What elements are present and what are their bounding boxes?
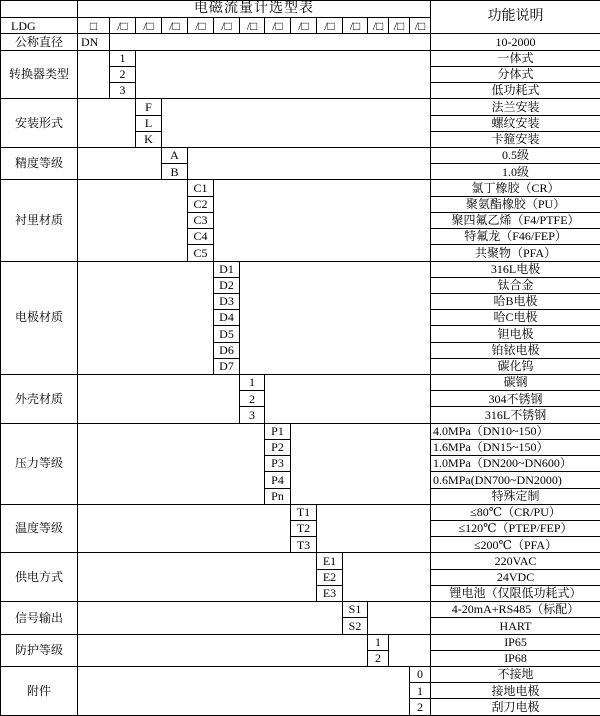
function-desc-cell: 一体式 bbox=[431, 50, 600, 66]
empty-cell bbox=[78, 423, 265, 504]
function-desc-cell: 316L不锈钢 bbox=[431, 407, 600, 423]
model-slot-5: /□ bbox=[214, 18, 240, 34]
code-cell: P4 bbox=[265, 472, 291, 488]
code-cell: D3 bbox=[214, 293, 240, 309]
section-label-accessories: 附件 bbox=[1, 666, 78, 715]
code-cell: T1 bbox=[291, 504, 317, 520]
function-desc-cell: 共聚物（PFA） bbox=[431, 245, 600, 261]
function-desc-cell: 特殊定制 bbox=[431, 488, 600, 504]
empty-cell bbox=[78, 261, 214, 375]
function-desc-cell: 聚氨酯橡胶（PU） bbox=[431, 196, 600, 212]
model-slot-11: /□ bbox=[368, 18, 389, 34]
code-cell: E3 bbox=[317, 585, 343, 601]
code-cell: D5 bbox=[214, 326, 240, 342]
section-label-protection-grade: 防护等级 bbox=[1, 634, 78, 666]
corner-cell bbox=[1, 1, 78, 18]
model-slot-1: /□ bbox=[110, 18, 136, 34]
empty-cell bbox=[265, 375, 431, 424]
code-cell: 2 bbox=[368, 650, 389, 666]
function-desc-cell: 低功耗式 bbox=[431, 83, 600, 99]
function-desc-cell: 螺纹安装 bbox=[431, 115, 600, 131]
section-label-installation-type: 安装形式 bbox=[1, 99, 78, 148]
code-cell: DN bbox=[78, 34, 110, 50]
function-desc-cell: 特氟龙（F46/FEP） bbox=[431, 229, 600, 245]
empty-cell bbox=[214, 180, 431, 261]
function-desc-cell: 1.0级 bbox=[431, 164, 600, 180]
function-desc-cell: 卡箍安装 bbox=[431, 131, 600, 147]
empty-cell bbox=[78, 180, 188, 261]
section-label-signal-output: 信号输出 bbox=[1, 602, 78, 634]
empty-cell bbox=[368, 602, 431, 634]
function-desc-cell: 分体式 bbox=[431, 66, 600, 82]
function-desc-cell: 220VAC bbox=[431, 553, 600, 569]
code-cell: 2 bbox=[240, 391, 265, 407]
code-cell: 3 bbox=[240, 407, 265, 423]
section-label-electrode-material: 电极材质 bbox=[1, 261, 78, 375]
function-desc-cell: 10-2000 bbox=[431, 34, 600, 50]
function-desc-cell: 24VDC bbox=[431, 569, 600, 585]
code-cell: Pn bbox=[265, 488, 291, 504]
function-desc-cell: 1.0MPa（DN200~DN600） bbox=[431, 456, 600, 472]
function-desc-cell: ≤200℃（PFA） bbox=[431, 537, 600, 553]
empty-cell bbox=[78, 666, 410, 715]
function-desc-cell: 0.6MPa(DN700~DN2000) bbox=[431, 472, 600, 488]
model-slot-12: /□ bbox=[389, 18, 410, 34]
model-slot-7: /□ bbox=[265, 18, 291, 34]
section-label-housing-material: 外壳材质 bbox=[1, 375, 78, 424]
function-desc-cell: 钛合金 bbox=[431, 277, 600, 293]
code-cell: 2 bbox=[410, 699, 431, 716]
section-label-power-supply: 供电方式 bbox=[1, 553, 78, 602]
model-slot-9: /□ bbox=[317, 18, 343, 34]
code-cell: E2 bbox=[317, 569, 343, 585]
model-slot-4: /□ bbox=[188, 18, 214, 34]
empty-cell bbox=[110, 34, 431, 50]
empty-cell bbox=[317, 504, 431, 553]
empty-cell bbox=[78, 99, 136, 148]
code-cell: 1 bbox=[368, 634, 389, 650]
code-cell: 1 bbox=[240, 375, 265, 391]
code-cell: T2 bbox=[291, 521, 317, 537]
code-cell: B bbox=[162, 164, 188, 180]
code-cell: C3 bbox=[188, 212, 214, 228]
code-cell: E1 bbox=[317, 553, 343, 569]
empty-cell bbox=[240, 261, 431, 375]
empty-cell bbox=[343, 553, 431, 602]
section-label-accuracy-grade: 精度等级 bbox=[1, 147, 78, 179]
code-cell: P2 bbox=[265, 439, 291, 455]
function-desc-cell: 法兰安装 bbox=[431, 99, 600, 115]
function-desc-cell: 0.5级 bbox=[431, 147, 600, 163]
code-cell: D2 bbox=[214, 277, 240, 293]
code-cell: D1 bbox=[214, 261, 240, 277]
code-cell: D7 bbox=[214, 358, 240, 374]
code-cell: D4 bbox=[214, 310, 240, 326]
section-label-temperature-grade: 温度等级 bbox=[1, 504, 78, 553]
section-label-lining-material: 衬里材质 bbox=[1, 180, 78, 261]
code-cell: 0 bbox=[410, 666, 431, 682]
function-desc-cell: 锂电池（仅限低功耗式） bbox=[431, 585, 600, 601]
model-slot-10: /□ bbox=[343, 18, 368, 34]
function-desc-cell: 碳化钨 bbox=[431, 358, 600, 374]
model-prefix: LDG bbox=[1, 18, 78, 34]
model-slot-13: /□ bbox=[410, 18, 431, 34]
empty-cell bbox=[78, 504, 291, 553]
empty-cell bbox=[389, 634, 431, 666]
empty-cell bbox=[188, 147, 431, 179]
section-label-converter-type: 转换器类型 bbox=[1, 50, 78, 99]
empty-cell bbox=[78, 553, 317, 602]
function-desc-cell: 4.0MPa（DN10~150） bbox=[431, 423, 600, 439]
function-desc-cell: 接地电极 bbox=[431, 683, 600, 699]
code-cell: P3 bbox=[265, 456, 291, 472]
function-desc-cell: 聚四氟乙烯（F4/PTFE） bbox=[431, 212, 600, 228]
function-column-header: 功能说明 bbox=[431, 1, 600, 34]
code-cell: C4 bbox=[188, 229, 214, 245]
function-desc-cell: ≤120℃（PTEP/FEP） bbox=[431, 521, 600, 537]
function-desc-cell: 哈B电极 bbox=[431, 293, 600, 309]
code-cell: 1 bbox=[110, 50, 136, 66]
code-cell: L bbox=[136, 115, 162, 131]
function-desc-cell: 316L电极 bbox=[431, 261, 600, 277]
code-cell: 3 bbox=[110, 83, 136, 99]
code-cell: C2 bbox=[188, 196, 214, 212]
section-label-pressure-grade: 压力等级 bbox=[1, 423, 78, 504]
empty-cell bbox=[78, 50, 110, 99]
code-cell: K bbox=[136, 131, 162, 147]
function-desc-cell: 钽电极 bbox=[431, 326, 600, 342]
empty-cell bbox=[78, 375, 240, 424]
code-cell: F bbox=[136, 99, 162, 115]
code-cell: T3 bbox=[291, 537, 317, 553]
model-slot-2: /□ bbox=[136, 18, 162, 34]
function-desc-cell: 哈C电极 bbox=[431, 310, 600, 326]
empty-cell bbox=[162, 99, 431, 148]
code-cell: C1 bbox=[188, 180, 214, 196]
function-desc-cell: IP65 bbox=[431, 634, 600, 650]
function-desc-cell: 不接地 bbox=[431, 666, 600, 682]
function-desc-cell: 刮刀电极 bbox=[431, 699, 600, 716]
code-cell: 1 bbox=[410, 683, 431, 699]
model-box-0: □ bbox=[78, 18, 110, 34]
function-desc-cell: 氯丁橡胶（CR） bbox=[431, 180, 600, 196]
function-desc-cell: HART bbox=[431, 618, 600, 634]
function-desc-cell: 碳钢 bbox=[431, 375, 600, 391]
empty-cell bbox=[136, 50, 431, 99]
table-title: 电磁流量计选型表 bbox=[78, 1, 431, 18]
function-desc-cell: 1.6MPa（DN15~150） bbox=[431, 439, 600, 455]
code-cell: D6 bbox=[214, 342, 240, 358]
function-desc-cell: ≤80℃（CR/PU） bbox=[431, 504, 600, 520]
empty-cell bbox=[78, 634, 368, 666]
model-slot-8: /□ bbox=[291, 18, 317, 34]
function-desc-cell: IP68 bbox=[431, 650, 600, 666]
function-desc-cell: 4-20mA+RS485（标配） bbox=[431, 602, 600, 618]
model-slot-6: /□ bbox=[240, 18, 265, 34]
function-desc-cell: 铂铱电极 bbox=[431, 342, 600, 358]
code-cell: 2 bbox=[110, 66, 136, 82]
code-cell: S2 bbox=[343, 618, 368, 634]
empty-cell bbox=[291, 423, 431, 504]
empty-cell bbox=[78, 147, 162, 179]
empty-cell bbox=[78, 602, 343, 634]
code-cell: S1 bbox=[343, 602, 368, 618]
section-label-nominal-diameter: 公称直径 bbox=[1, 34, 78, 50]
code-cell: A bbox=[162, 147, 188, 163]
function-desc-cell: 304不锈钢 bbox=[431, 391, 600, 407]
code-cell: C5 bbox=[188, 245, 214, 261]
model-slot-3: /□ bbox=[162, 18, 188, 34]
code-cell: P1 bbox=[265, 423, 291, 439]
